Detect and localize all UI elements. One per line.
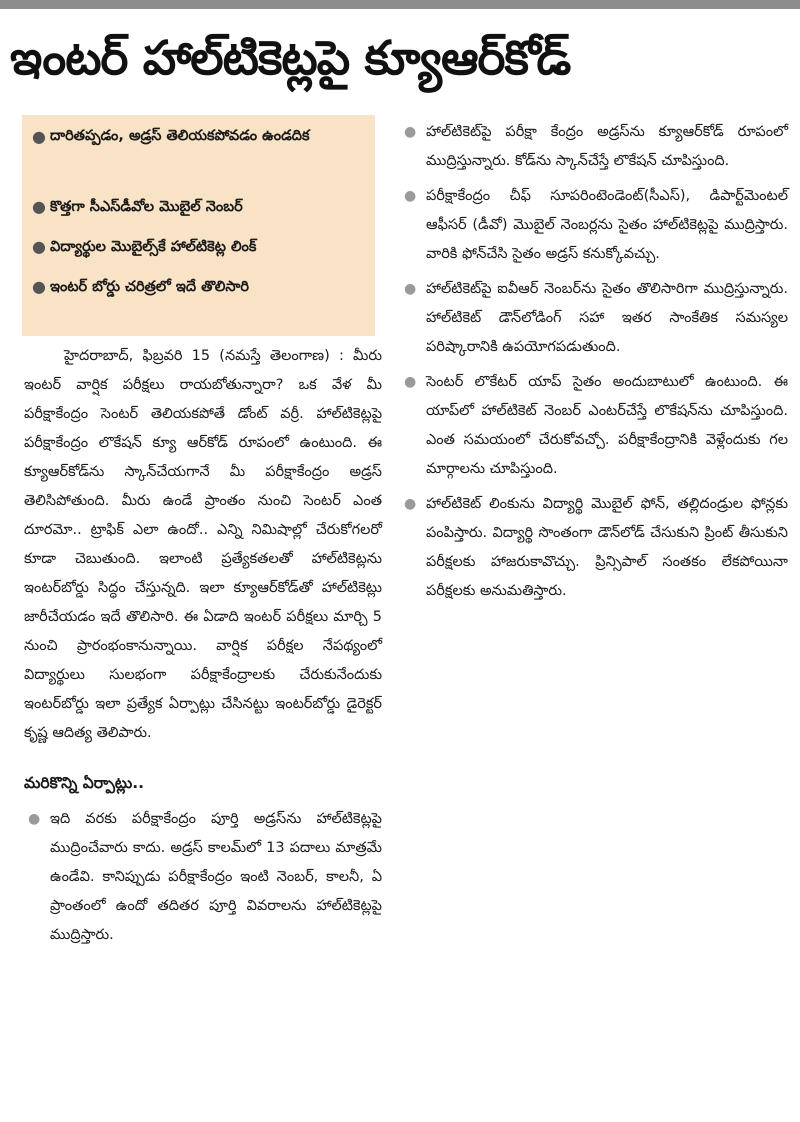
highlight-item <box>28 123 371 183</box>
list-item-text: హాల్‌టికెట్ లింకును విద్యార్థి మొబైల్ ఫోన్, తల్లిదండ్రుల ఫోన్లకు పంపిస్తారు. విద్యార్థి సొంతంగా డౌన్‌లోడ్ చేసుకుని ప్రింట్ తీసుకుని పరీక్షలకు హాజరుకావొచ్చు. ప్రిన్సిపాల్ సంతకం లేకపోయినా పరీక్షలకు అనుమతిస్తారు. <box>426 496 788 599</box>
highlight-text: ఇంటర్ బోర్డు చరిత్రలో ఇదే తొలిసారి <box>50 279 249 295</box>
list-item <box>400 490 788 606</box>
highlights-box <box>22 115 375 336</box>
highlight-item <box>28 227 371 267</box>
list-item <box>400 368 788 484</box>
left-column <box>24 342 382 950</box>
right-column <box>400 118 788 612</box>
list-item-text: హాల్‌టికెట్‌పై పరీక్షా కేంద్రం అడ్రస్‌ను క్యూఆర్‌కోడ్ రూపంలో ముద్రిస్తున్నారు. కోడ్‌ను స్కాన్‌చేస్తే లొకేషన్ చూపిస్తుంది. <box>426 124 788 169</box>
headline: ఇంటర్ హాల్‌టికెట్లపై క్యూఆర్‌కోడ్ <box>10 31 571 86</box>
bullet-icon: ● <box>404 374 417 390</box>
subhead: మరికొన్ని ఏర్పాట్లు.. <box>24 774 144 792</box>
bullet-icon: ● <box>404 281 417 297</box>
bullet-icon: ● <box>32 197 46 216</box>
bullet-icon: ● <box>404 188 417 204</box>
highlight-item <box>28 267 371 307</box>
highlight-item <box>28 187 371 227</box>
intro-paragraph: హైదరాబాద్, ఫిబ్రవరి 15 (నమస్తే తెలంగాణ) : మీరు ఇంటర్ వార్షిక పరీక్షలు రాయబోతున్నారా? ఒక వేళ మీ పరీక్షాకేంద్రం సెంటర్ తెలియకపోతే డోంట్ వర్రీ. హాల్‌టికెట్లపై పరీక్షాకేంద్రం లొకేషన్ క్యూ ఆర్‌కోడ్ రూపంలో ఉంటుంది. ఈ క్యూఆర్‌కోడ్‌ను స్కాన్‌చేయగానే మీ పరీక్షాకేంద్రం అడ్రస్ తెలిసిపోతుంది. మీరు ఉండే ప్రాంతం నుంచి సెంటర్ ఎంత దూరమో.. ట్రాఫిక్ ఎలా ఉందో.. ఎన్ని నిమిషాల్లో చేరుకోగలరో కూడా చెబుతుంది. ఇలాంటి ప్రత్యేకతలతో హాల్‌టికెట్లను ఇంటర్‌బోర్డు సిద్ధం చేస్తున్నది. ఇలా క్యూఆర్‌కోడ్‌తో హాల్‌టికెట్లు జారీచేయడం ఇదే తొలిసారి. ఈ ఏడాది ఇంటర్ పరీక్షలు మార్చి 5 నుంచి ప్రారంభంకానున్నాయి. వార్షిక పరీక్షల నేపథ్యంలో విద్యార్థులు సులభంగా పరీక్షాకేంద్రాలకు చేరుకునేందుకు ఇంటర్‌బోర్డు ఇలా ప్రత్యేక ఏర్పాట్లు చేసినట్టు ఇంటర్‌బోర్డు డైరెక్టర్ కృష్ణ ఆదిత్య తెలిపారు. <box>24 348 382 741</box>
highlight-text: విద్యార్థుల మొబైల్స్‌కే హాల్‌టికెట్ల లింక్ <box>50 239 257 255</box>
list-item <box>24 805 382 950</box>
list-item <box>400 182 788 269</box>
highlight-text: దారితప్పడం, అడ్రస్ తెలియకపోవడం ఉండదిక <box>50 128 310 144</box>
list-item-text: పరీక్షాకేంద్రం చీఫ్ సూపరింటెండెంట్(సీఎస్), డిపార్ట్‌మెంటల్ ఆఫీసర్ (డీవో) మొబైల్ నెంబర్లను సైతం హాల్‌టికెట్లపై ముద్రిస్తారు. వారికి ఫోన్‌చేసి సైతం అడ్రస్ కనుక్కోవచ్చు. <box>426 188 788 262</box>
highlight-text: కొత్తగా సీఎస్‌డీవోల మొబైల్ నెంబర్ <box>50 199 243 215</box>
list-item <box>400 275 788 362</box>
bullet-icon: ● <box>32 237 46 256</box>
list-item-text: ఇది వరకు పరీక్షాకేంద్రం పూర్తి అడ్రస్‌ను హాల్‌టికెట్లపై ముద్రించేవారు కాదు. అడ్రస్ కాలమ్‌లో 13 పదాలు మాత్రమే ఉండేవి. కానిప్పుడు పరీక్షాకేంద్రం ఇంటి నెంబర్, కాలనీ, ఏ ప్రాంతంలో ఉందో తదితర పూర్తి వివరాలను హాల్‌టికెట్లపై ముద్రిస్తారు. <box>50 811 382 943</box>
bullet-icon: ● <box>404 496 417 512</box>
bullet-icon: ● <box>32 127 46 146</box>
top-rule <box>0 0 800 9</box>
list-item-text: సెంటర్ లొకేటర్ యాప్ సైతం అందుబాటులో ఉంటుంది. ఈ యాప్‌లో హాల్‌టికెట్ నెంబర్ ఎంటర్‌చేస్తే లొకేషన్‌ను చూపిస్తుంది. ఎంత సమయంలో చేరుకోవచ్చో. పరీక్షాకేంద్రానికి వెళ్లేందుకు గల మార్గాలను చూపిస్తుంది. <box>426 374 788 477</box>
list-item <box>400 118 788 176</box>
bullet-icon: ● <box>28 811 41 827</box>
list-item-text: హాల్‌టికెట్‌పై ఐవీఆర్ నెంబర్‌ను సైతం తొలిసారిగా ముద్రిస్తున్నారు. హాల్‌టికెట్ డౌన్‌లోడింగ్ సహా ఇతర సాంకేతిక సమస్యల పరిష్కారానికి ఉపయోగపడుతుంది. <box>426 281 788 355</box>
bullet-icon: ● <box>32 277 46 296</box>
bullet-icon: ● <box>404 124 417 140</box>
